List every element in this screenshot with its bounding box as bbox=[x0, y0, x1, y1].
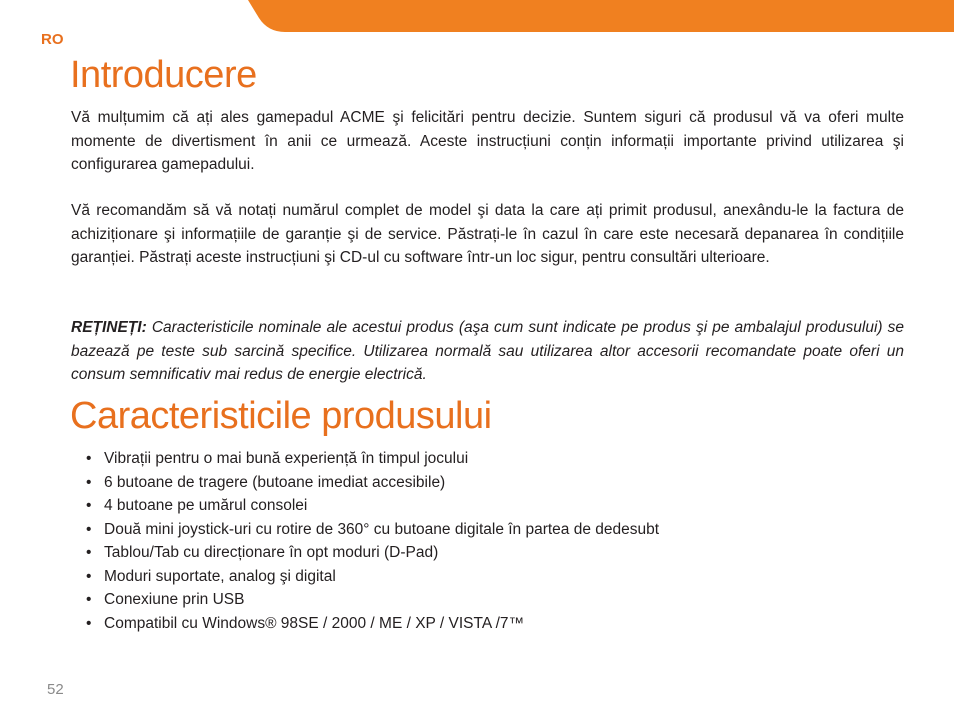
bullet-icon: • bbox=[86, 450, 92, 467]
list-item bbox=[86, 612, 659, 636]
feature-text: Două mini joystick-uri cu rotire de 360° cu butoane digitale în partea de dedesubt bbox=[104, 520, 660, 538]
feature-text: Compatibil cu Windows® 98SE / 2000 / ME / XP / VISTA /7™ bbox=[104, 614, 525, 632]
header-orange-band bbox=[0, 0, 954, 32]
feature-text: 6 butoane de tragere (butoane imediat accesibile) bbox=[104, 473, 446, 491]
note-paragraph bbox=[71, 316, 904, 387]
bullet-icon: • bbox=[86, 614, 92, 632]
feature-text: Vibrații pentru o mai bună experiență în timpul jocului bbox=[104, 450, 469, 467]
page-number: 52 bbox=[47, 681, 64, 698]
bullet-icon: • bbox=[86, 497, 92, 514]
bullet-icon: • bbox=[86, 520, 92, 538]
list-item bbox=[86, 541, 659, 565]
features-list bbox=[86, 447, 659, 635]
intro-paragraph-2: Vă recomandăm să vă notați numărul complet de model şi data la care ați primit produsul, anexându-le la factura de achiziționare şi informațiile de garanție şi de service. Păstrați-le în cazul în care este necesară depanarea în condițiile garanției. Păstrați aceste instrucțiuni şi CD-ul cu software într-un loc sigur, pentru consultări ulterioare. bbox=[71, 202, 904, 266]
feature-text: Conexiune prin USB bbox=[104, 591, 245, 608]
list-item bbox=[86, 471, 659, 495]
list-item bbox=[86, 447, 659, 471]
list-item bbox=[86, 494, 659, 518]
list-item bbox=[86, 565, 659, 589]
list-item bbox=[86, 588, 659, 612]
section-title-features: Caracteristicile produsului bbox=[70, 395, 492, 437]
feature-text: 4 butoane pe umărul consolei bbox=[104, 497, 308, 514]
feature-text: Moduri suportate, analog şi digital bbox=[104, 567, 336, 585]
bullet-icon: • bbox=[86, 473, 92, 491]
intro-paragraph-1: Vă mulțumim că ați ales gamepadul ACME şi felicitări pentru decizie. Suntem siguri că produsul vă va oferi multe momente de divertisment în anii ce urmează. Aceste instrucțiuni conțin informații importante privind utilizarea şi configurarea gamepadului. bbox=[71, 109, 904, 173]
header-band-shape bbox=[248, 0, 954, 32]
bullet-icon: • bbox=[86, 567, 92, 585]
list-item bbox=[86, 518, 659, 542]
note-text: Caracteristicile nominale ale acestui produs (aşa cum sunt indicate pe produs şi pe ambalajul produsului) se bazează pe teste sub sarcină specifice. Utilizarea normală sau utilizarea altor accesorii recomandate poate oferi un consum semnificativ mai redus de energie electrică. bbox=[71, 319, 904, 383]
bullet-icon: • bbox=[86, 544, 92, 561]
feature-text: Tablou/Tab cu direcționare în opt moduri (D-Pad) bbox=[104, 544, 439, 561]
section-title-introduction: Introducere bbox=[70, 54, 257, 96]
bullet-icon: • bbox=[86, 591, 92, 608]
language-label: RO bbox=[41, 31, 64, 48]
note-label: REȚINEȚI: bbox=[71, 319, 147, 336]
